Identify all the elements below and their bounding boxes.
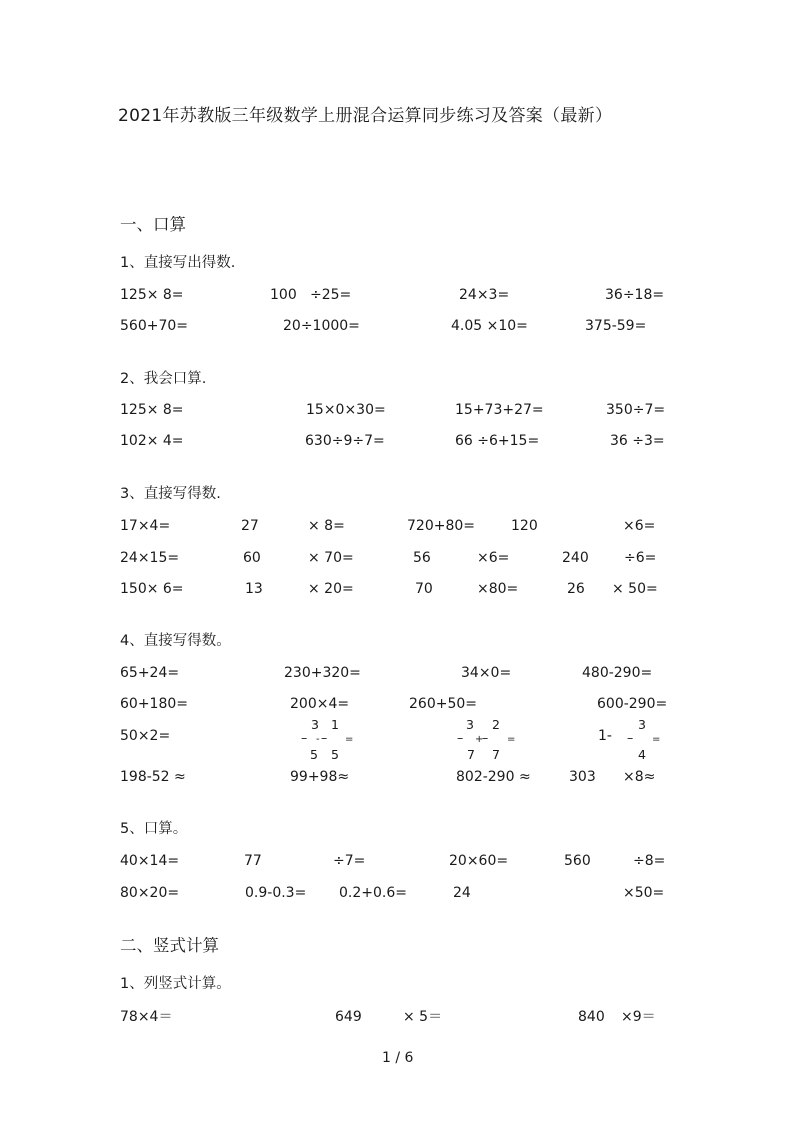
problem: 70 bbox=[415, 581, 433, 597]
problem: 560 bbox=[564, 853, 591, 869]
q1-label: 1、直接写出得数. bbox=[120, 255, 236, 271]
problem: 26 bbox=[567, 581, 585, 597]
problem: 24×3= bbox=[459, 287, 510, 303]
problem: 56 bbox=[413, 550, 431, 566]
problem: ×9＝ bbox=[621, 1009, 656, 1025]
problem: 600-290= bbox=[597, 696, 668, 712]
problem: 17×4= bbox=[120, 518, 171, 534]
problem: 65+24= bbox=[120, 665, 180, 681]
operator: - bbox=[316, 734, 320, 745]
problem: 80×20= bbox=[120, 885, 180, 901]
problem: 34×0= bbox=[461, 665, 512, 681]
page-number: 1 / 6 bbox=[382, 1050, 414, 1066]
problem: 230+320= bbox=[284, 665, 361, 681]
q2-label: 2、我会口算. bbox=[120, 371, 207, 387]
fraction-bar: – bbox=[627, 730, 634, 745]
q6-label: 1、列竖式计算。 bbox=[120, 976, 231, 992]
problem: 24 bbox=[453, 885, 471, 901]
problem: 802-290 ≈ bbox=[456, 769, 531, 785]
fraction-numerator: 3 bbox=[638, 717, 646, 732]
problem: ×80= bbox=[477, 581, 519, 597]
problem: × 70= bbox=[308, 550, 354, 566]
problem: 649 bbox=[335, 1009, 362, 1025]
q3-label: 3、直接写得数. bbox=[120, 486, 221, 502]
problem: 20÷1000= bbox=[283, 318, 360, 334]
equals-sign: = bbox=[652, 734, 661, 745]
problem: 13 bbox=[245, 581, 263, 597]
fraction-numerator: 1 bbox=[331, 717, 339, 732]
problem: 102× 4= bbox=[120, 433, 184, 449]
problem: 0.2+0.6= bbox=[339, 885, 407, 901]
problem: × 20= bbox=[308, 581, 354, 597]
problem: 60 bbox=[243, 550, 261, 566]
fraction-bar: – bbox=[321, 730, 328, 745]
problem: 120 bbox=[511, 518, 538, 534]
operator: + bbox=[475, 734, 484, 745]
problem: ÷8= bbox=[633, 853, 666, 869]
problem: 630÷9÷7= bbox=[305, 433, 385, 449]
problem: × 8= bbox=[308, 518, 345, 534]
problem: 350÷7= bbox=[606, 402, 666, 418]
problem: 36 ÷3= bbox=[610, 433, 665, 449]
fraction-denominator: 4 bbox=[638, 747, 646, 762]
problem: 150× 6= bbox=[120, 581, 184, 597]
problem: 78×4＝ bbox=[120, 1009, 173, 1025]
fraction-bar: – bbox=[482, 730, 489, 745]
problem: 560+70= bbox=[120, 318, 188, 334]
fraction-bar: – bbox=[457, 730, 464, 745]
problem: 15+73+27= bbox=[455, 402, 544, 418]
fraction-denominator: 5 bbox=[331, 747, 339, 762]
problem: 77 bbox=[244, 853, 262, 869]
problem: 60+180= bbox=[120, 696, 188, 712]
problem: 0.9-0.3= bbox=[245, 885, 307, 901]
problem: ×6= bbox=[477, 550, 510, 566]
problem: ×50= bbox=[623, 885, 665, 901]
fraction-numerator: 3 bbox=[311, 717, 319, 732]
section-1-heading: 一、口算 bbox=[120, 215, 186, 234]
problem: ÷7= bbox=[333, 853, 366, 869]
problem: 125× 8= bbox=[120, 287, 184, 303]
problem: ÷25= bbox=[310, 287, 352, 303]
problem: 303 bbox=[569, 769, 596, 785]
problem: 24×15= bbox=[120, 550, 180, 566]
problem: ×6= bbox=[623, 518, 656, 534]
problem: 99+98≈ bbox=[290, 769, 350, 785]
problem: 480-290= bbox=[582, 665, 653, 681]
problem: 40×14= bbox=[120, 853, 180, 869]
fraction-bar: – bbox=[301, 730, 308, 745]
fraction-numerator: 3 bbox=[466, 717, 474, 732]
problem: 840 bbox=[578, 1009, 605, 1025]
problem: 66 ÷6+15= bbox=[455, 433, 540, 449]
problem: ÷6= bbox=[624, 550, 657, 566]
problem: 27 bbox=[241, 518, 259, 534]
fraction-denominator: 7 bbox=[492, 747, 500, 762]
problem: 100 bbox=[270, 287, 297, 303]
problem: ×8≈ bbox=[623, 769, 656, 785]
problem: × 50= bbox=[612, 581, 658, 597]
problem: 36÷18= bbox=[605, 287, 665, 303]
section-2-heading: 二、竖式计算 bbox=[120, 936, 219, 955]
problem: 200×4= bbox=[290, 696, 350, 712]
equals-sign: = bbox=[507, 734, 516, 745]
problem: 1- bbox=[598, 728, 612, 744]
problem: 4.05 ×10= bbox=[451, 318, 528, 334]
fraction-denominator: 7 bbox=[467, 747, 475, 762]
problem: 198-52 ≈ bbox=[120, 769, 186, 785]
problem: × 5＝ bbox=[403, 1009, 443, 1025]
problem: 50×2= bbox=[120, 728, 171, 744]
q5-label: 5、口算。 bbox=[120, 821, 188, 837]
document-title: 2021年苏教版三年级数学上册混合运算同步练习及答案（最新） bbox=[118, 106, 613, 126]
problem: 15×0×30= bbox=[306, 402, 386, 418]
problem: 125× 8= bbox=[120, 402, 184, 418]
fraction-denominator: 5 bbox=[310, 747, 318, 762]
problem: 375-59= bbox=[585, 318, 647, 334]
fraction-numerator: 2 bbox=[492, 717, 500, 732]
problem: 720+80= bbox=[407, 518, 475, 534]
q4-label: 4、直接写得数。 bbox=[120, 633, 231, 649]
equals-sign: = bbox=[345, 734, 354, 745]
problem: 260+50= bbox=[409, 696, 477, 712]
problem: 240 bbox=[562, 550, 589, 566]
problem: 20×60= bbox=[449, 853, 509, 869]
